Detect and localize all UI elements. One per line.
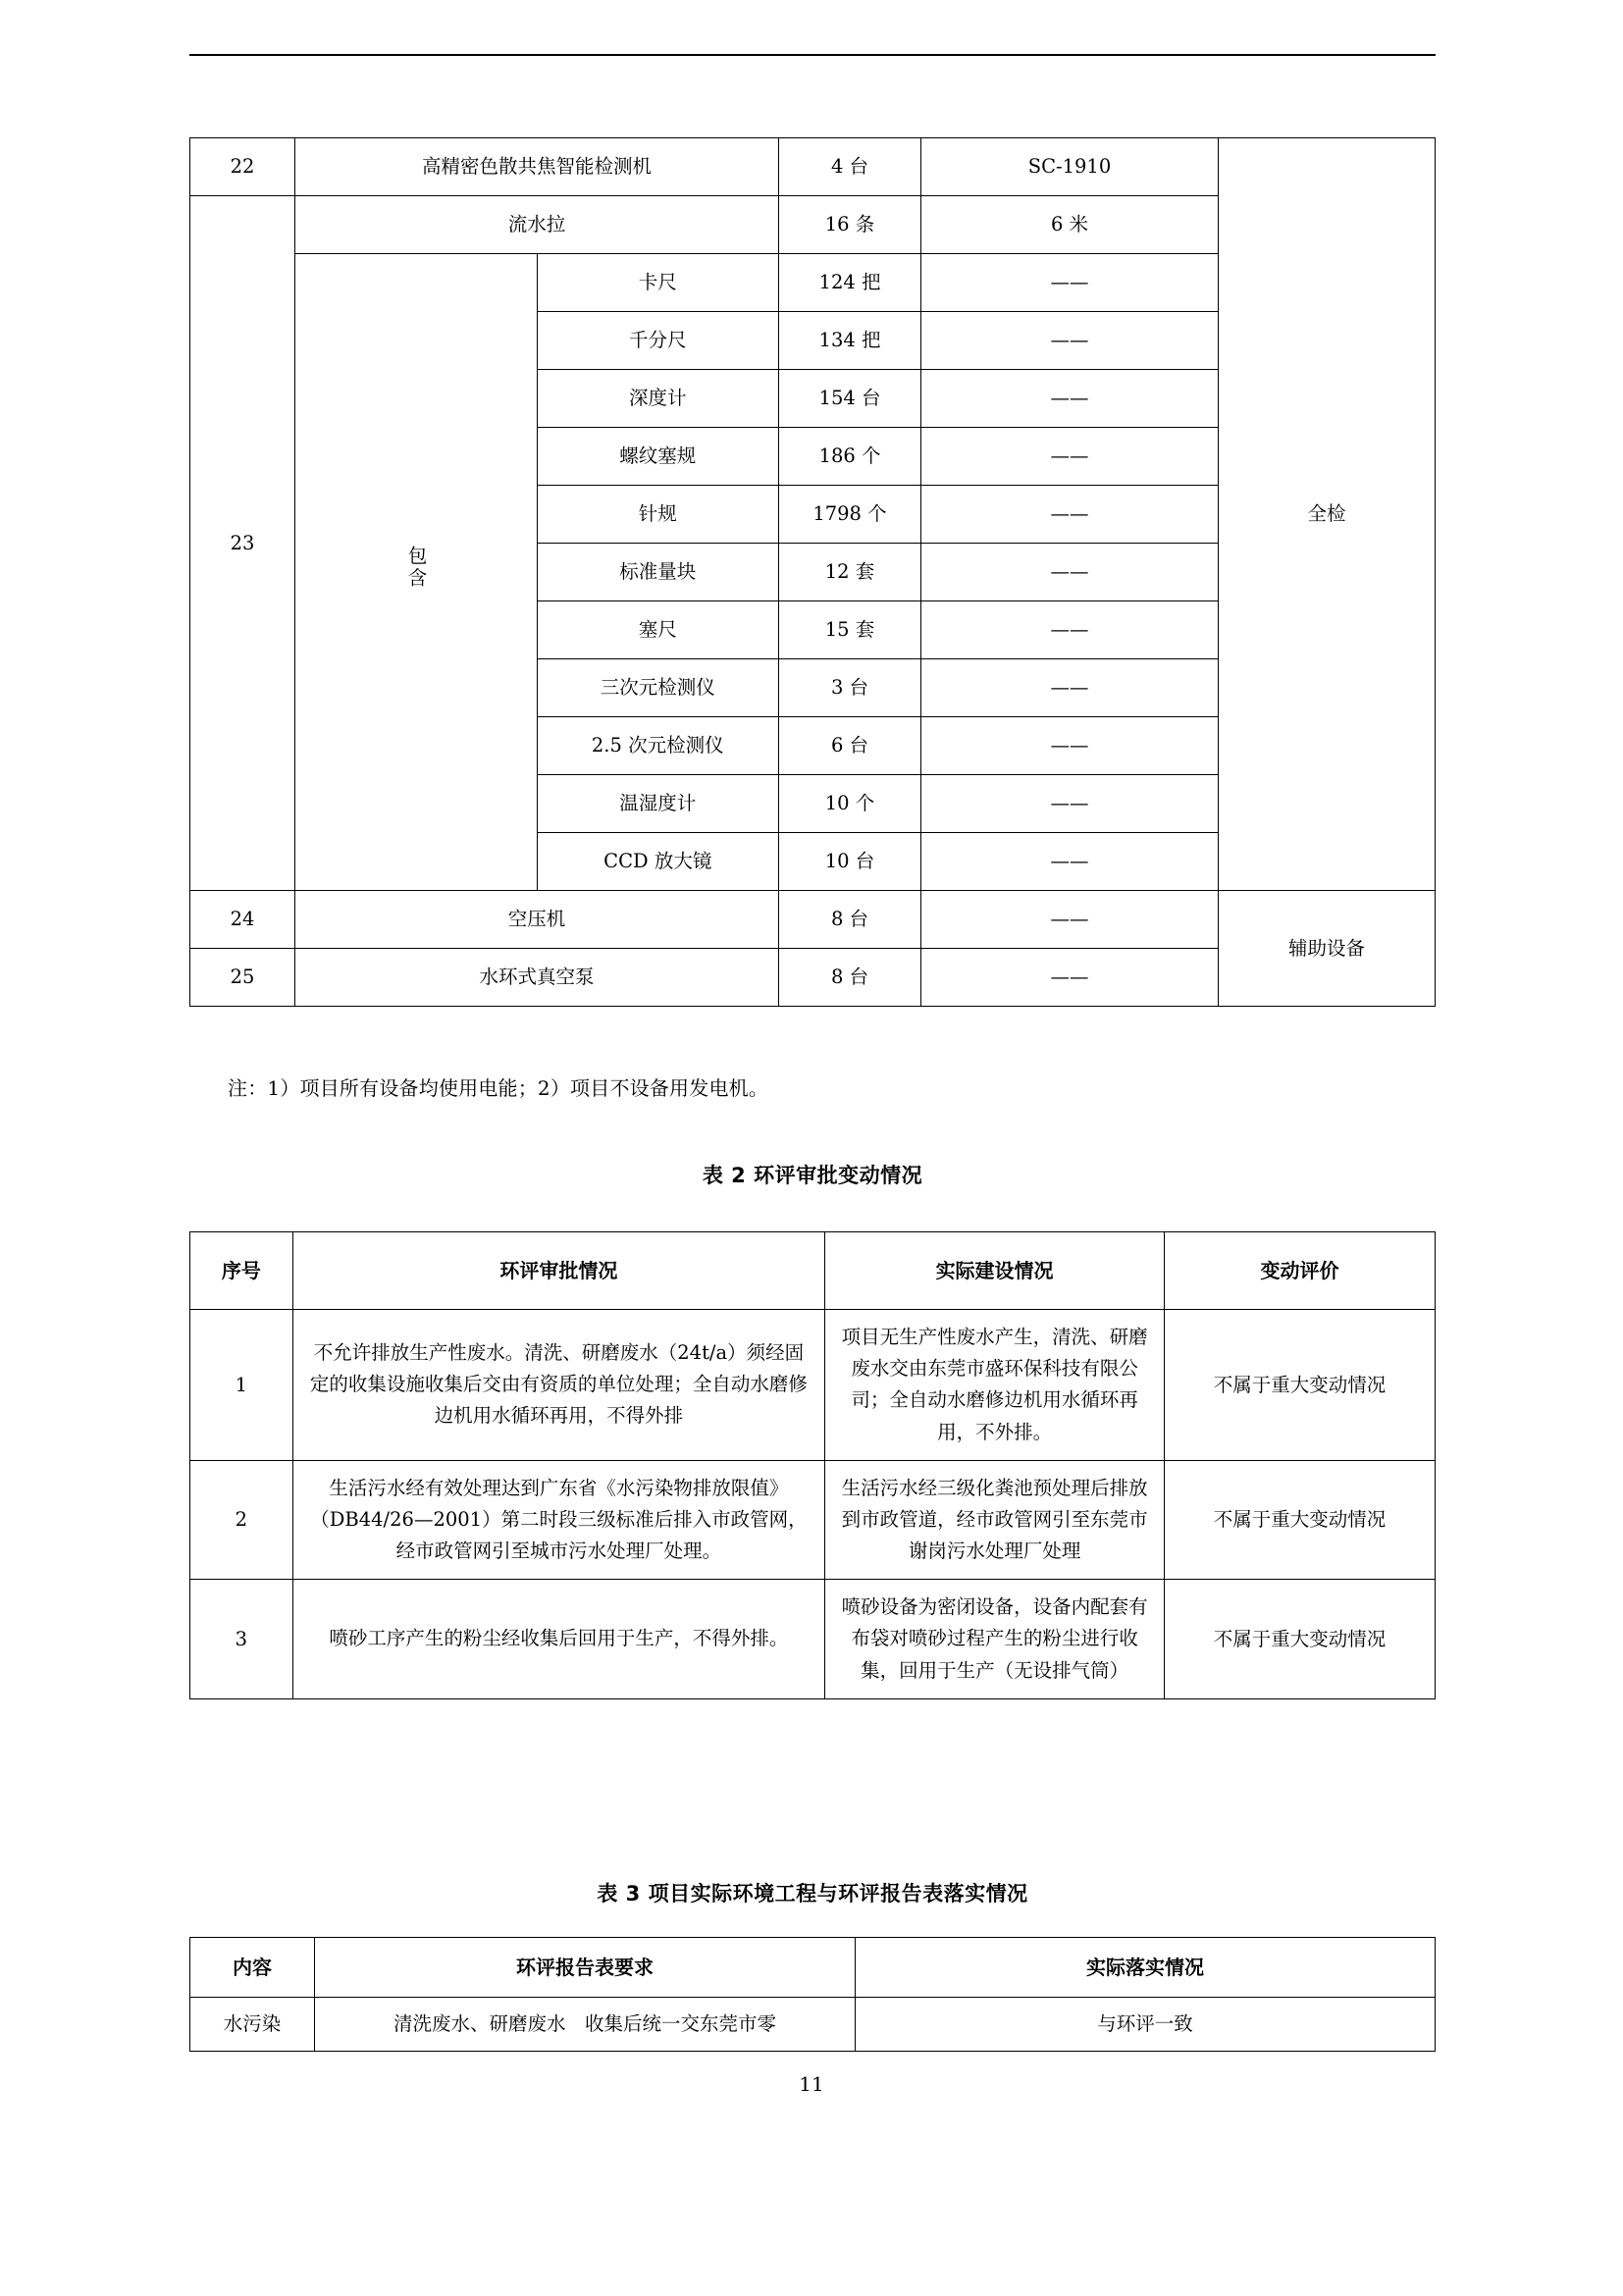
equipment-name: 深度计 [537, 370, 779, 428]
equipment-table-wrapper [189, 137, 1436, 1007]
equipment-model: —— [921, 949, 1219, 1007]
column-header-actual: 实际落实情况 [856, 1938, 1436, 1998]
approval-requirement: 喷砂工序产生的粉尘经收集后回用于生产，不得外排。 [292, 1580, 824, 1699]
actual-construction: 生活污水经三级化粪池预处理后排放到市政管道，经市政管网引至东莞市谢岗污水处理厂处理 [825, 1460, 1165, 1580]
equipment-quantity: 1798 个 [779, 486, 921, 544]
equipment-model: SC-1910 [921, 138, 1219, 196]
column-header-requirement: 环评审批情况 [292, 1232, 824, 1310]
equipment-name: 水环式真空泵 [295, 949, 779, 1007]
column-header-content: 内容 [190, 1938, 315, 1998]
equipment-model: —— [921, 428, 1219, 486]
row-number: 2 [190, 1460, 293, 1580]
equipment-quantity: 3 台 [779, 659, 921, 717]
equipment-name: 卡尺 [537, 254, 779, 312]
equipment-quantity: 15 套 [779, 601, 921, 659]
column-header-actual: 实际建设情况 [825, 1232, 1165, 1310]
equipment-table-footnote: 注：1）项目所有设备均使用电能；2）项目不设备用发电机。 [228, 1076, 769, 1100]
actual-implementation: 与环评一致 [856, 1998, 1436, 2052]
equipment-model: —— [921, 891, 1219, 949]
row-number: 23 [190, 196, 295, 891]
equipment-model: —— [921, 312, 1219, 370]
change-evaluation: 不属于重大变动情况 [1164, 1460, 1435, 1580]
equipment-quantity: 16 条 [779, 196, 921, 254]
equipment-model: —— [921, 544, 1219, 601]
table-row [190, 1580, 1436, 1699]
equipment-name: 针规 [537, 486, 779, 544]
equipment-quantity: 124 把 [779, 254, 921, 312]
equipment-model: 6 米 [921, 196, 1219, 254]
equipment-model: —— [921, 659, 1219, 717]
table3-caption: 表 3 项目实际环境工程与环评报告表落实情况 [597, 1882, 1028, 1905]
implementation-table-wrapper [189, 1937, 1436, 2052]
equipment-model: —— [921, 370, 1219, 428]
row-number: 25 [190, 949, 295, 1007]
row-number: 24 [190, 891, 295, 949]
equipment-name: 高精密色散共焦智能检测机 [295, 138, 779, 196]
approval-change-table [189, 1231, 1436, 1699]
content-category: 水污染 [190, 1998, 315, 2052]
equipment-name: CCD 放大镜 [537, 833, 779, 891]
page-number: 11 [799, 2072, 824, 2096]
row-number: 3 [190, 1580, 293, 1699]
table-row [190, 1998, 1436, 2052]
equipment-remark-auxiliary: 辅助设备 [1219, 891, 1436, 1007]
equipment-model: —— [921, 775, 1219, 833]
equipment-name: 千分尺 [537, 312, 779, 370]
column-header-no: 序号 [190, 1232, 293, 1310]
equipment-model: —— [921, 717, 1219, 775]
table-row [190, 138, 1436, 196]
equipment-name: 2.5 次元检测仪 [537, 717, 779, 775]
equipment-quantity: 134 把 [779, 312, 921, 370]
column-header-requirement: 环评报告表要求 [315, 1938, 856, 1998]
equipment-name: 塞尺 [537, 601, 779, 659]
equipment-table [189, 137, 1436, 1007]
change-evaluation: 不属于重大变动情况 [1164, 1310, 1435, 1461]
row-number: 1 [190, 1310, 293, 1461]
approval-requirement: 生活污水经有效处理达到广东省《水污染物排放限值》（DB44/26—2001）第二时段三级标准后排入市政管网，经市政管网引至城市污水处理厂处理。 [292, 1460, 824, 1580]
equipment-quantity: 4 台 [779, 138, 921, 196]
equipment-model: —— [921, 254, 1219, 312]
row-number: 22 [190, 138, 295, 196]
actual-construction: 喷砂设备为密闭设备，设备内配套有布袋对喷砂过程产生的粉尘进行收集，回用于生产（无设排气筒） [825, 1580, 1165, 1699]
equipment-quantity: 10 个 [779, 775, 921, 833]
actual-construction: 项目无生产性废水产生，清洗、研磨废水交由东莞市盛环保科技有限公司；全自动水磨修边机用水循环再用，不外排。 [825, 1310, 1165, 1461]
include-label [295, 254, 538, 891]
table-row [190, 1310, 1436, 1461]
equipment-name: 三次元检测仪 [537, 659, 779, 717]
table-row [190, 891, 1436, 949]
approval-change-table-wrapper [189, 1231, 1436, 1699]
equipment-remark-full-inspection: 全检 [1219, 138, 1436, 891]
change-evaluation: 不属于重大变动情况 [1164, 1580, 1435, 1699]
equipment-quantity: 154 台 [779, 370, 921, 428]
equipment-name: 空压机 [295, 891, 779, 949]
include-label-text: 包含 [404, 546, 428, 591]
equipment-name: 流水拉 [295, 196, 779, 254]
equipment-name: 标准量块 [537, 544, 779, 601]
column-header-evaluation: 变动评价 [1164, 1232, 1435, 1310]
equipment-quantity: 8 台 [779, 949, 921, 1007]
equipment-name: 螺纹塞规 [537, 428, 779, 486]
equipment-model: —— [921, 486, 1219, 544]
table-row [190, 1460, 1436, 1580]
equipment-name: 温湿度计 [537, 775, 779, 833]
eia-requirement: 清洗废水、研磨废水 收集后统一交东莞市零 [315, 1998, 856, 2052]
equipment-model: —— [921, 833, 1219, 891]
table-header-row [190, 1232, 1436, 1310]
table2-caption: 表 2 环评审批变动情况 [702, 1164, 923, 1187]
equipment-model: —— [921, 601, 1219, 659]
implementation-table [189, 1937, 1436, 2052]
equipment-quantity: 10 台 [779, 833, 921, 891]
approval-requirement: 不允许排放生产性废水。清洗、研磨废水（24t/a）须经固定的收集设施收集后交由有资质的单位处理；全自动水磨修边机用水循环再用，不得外排 [292, 1310, 824, 1461]
equipment-quantity: 186 个 [779, 428, 921, 486]
equipment-quantity: 6 台 [779, 717, 921, 775]
header-rule [189, 54, 1436, 56]
equipment-quantity: 12 套 [779, 544, 921, 601]
table-header-row [190, 1938, 1436, 1998]
equipment-quantity: 8 台 [779, 891, 921, 949]
